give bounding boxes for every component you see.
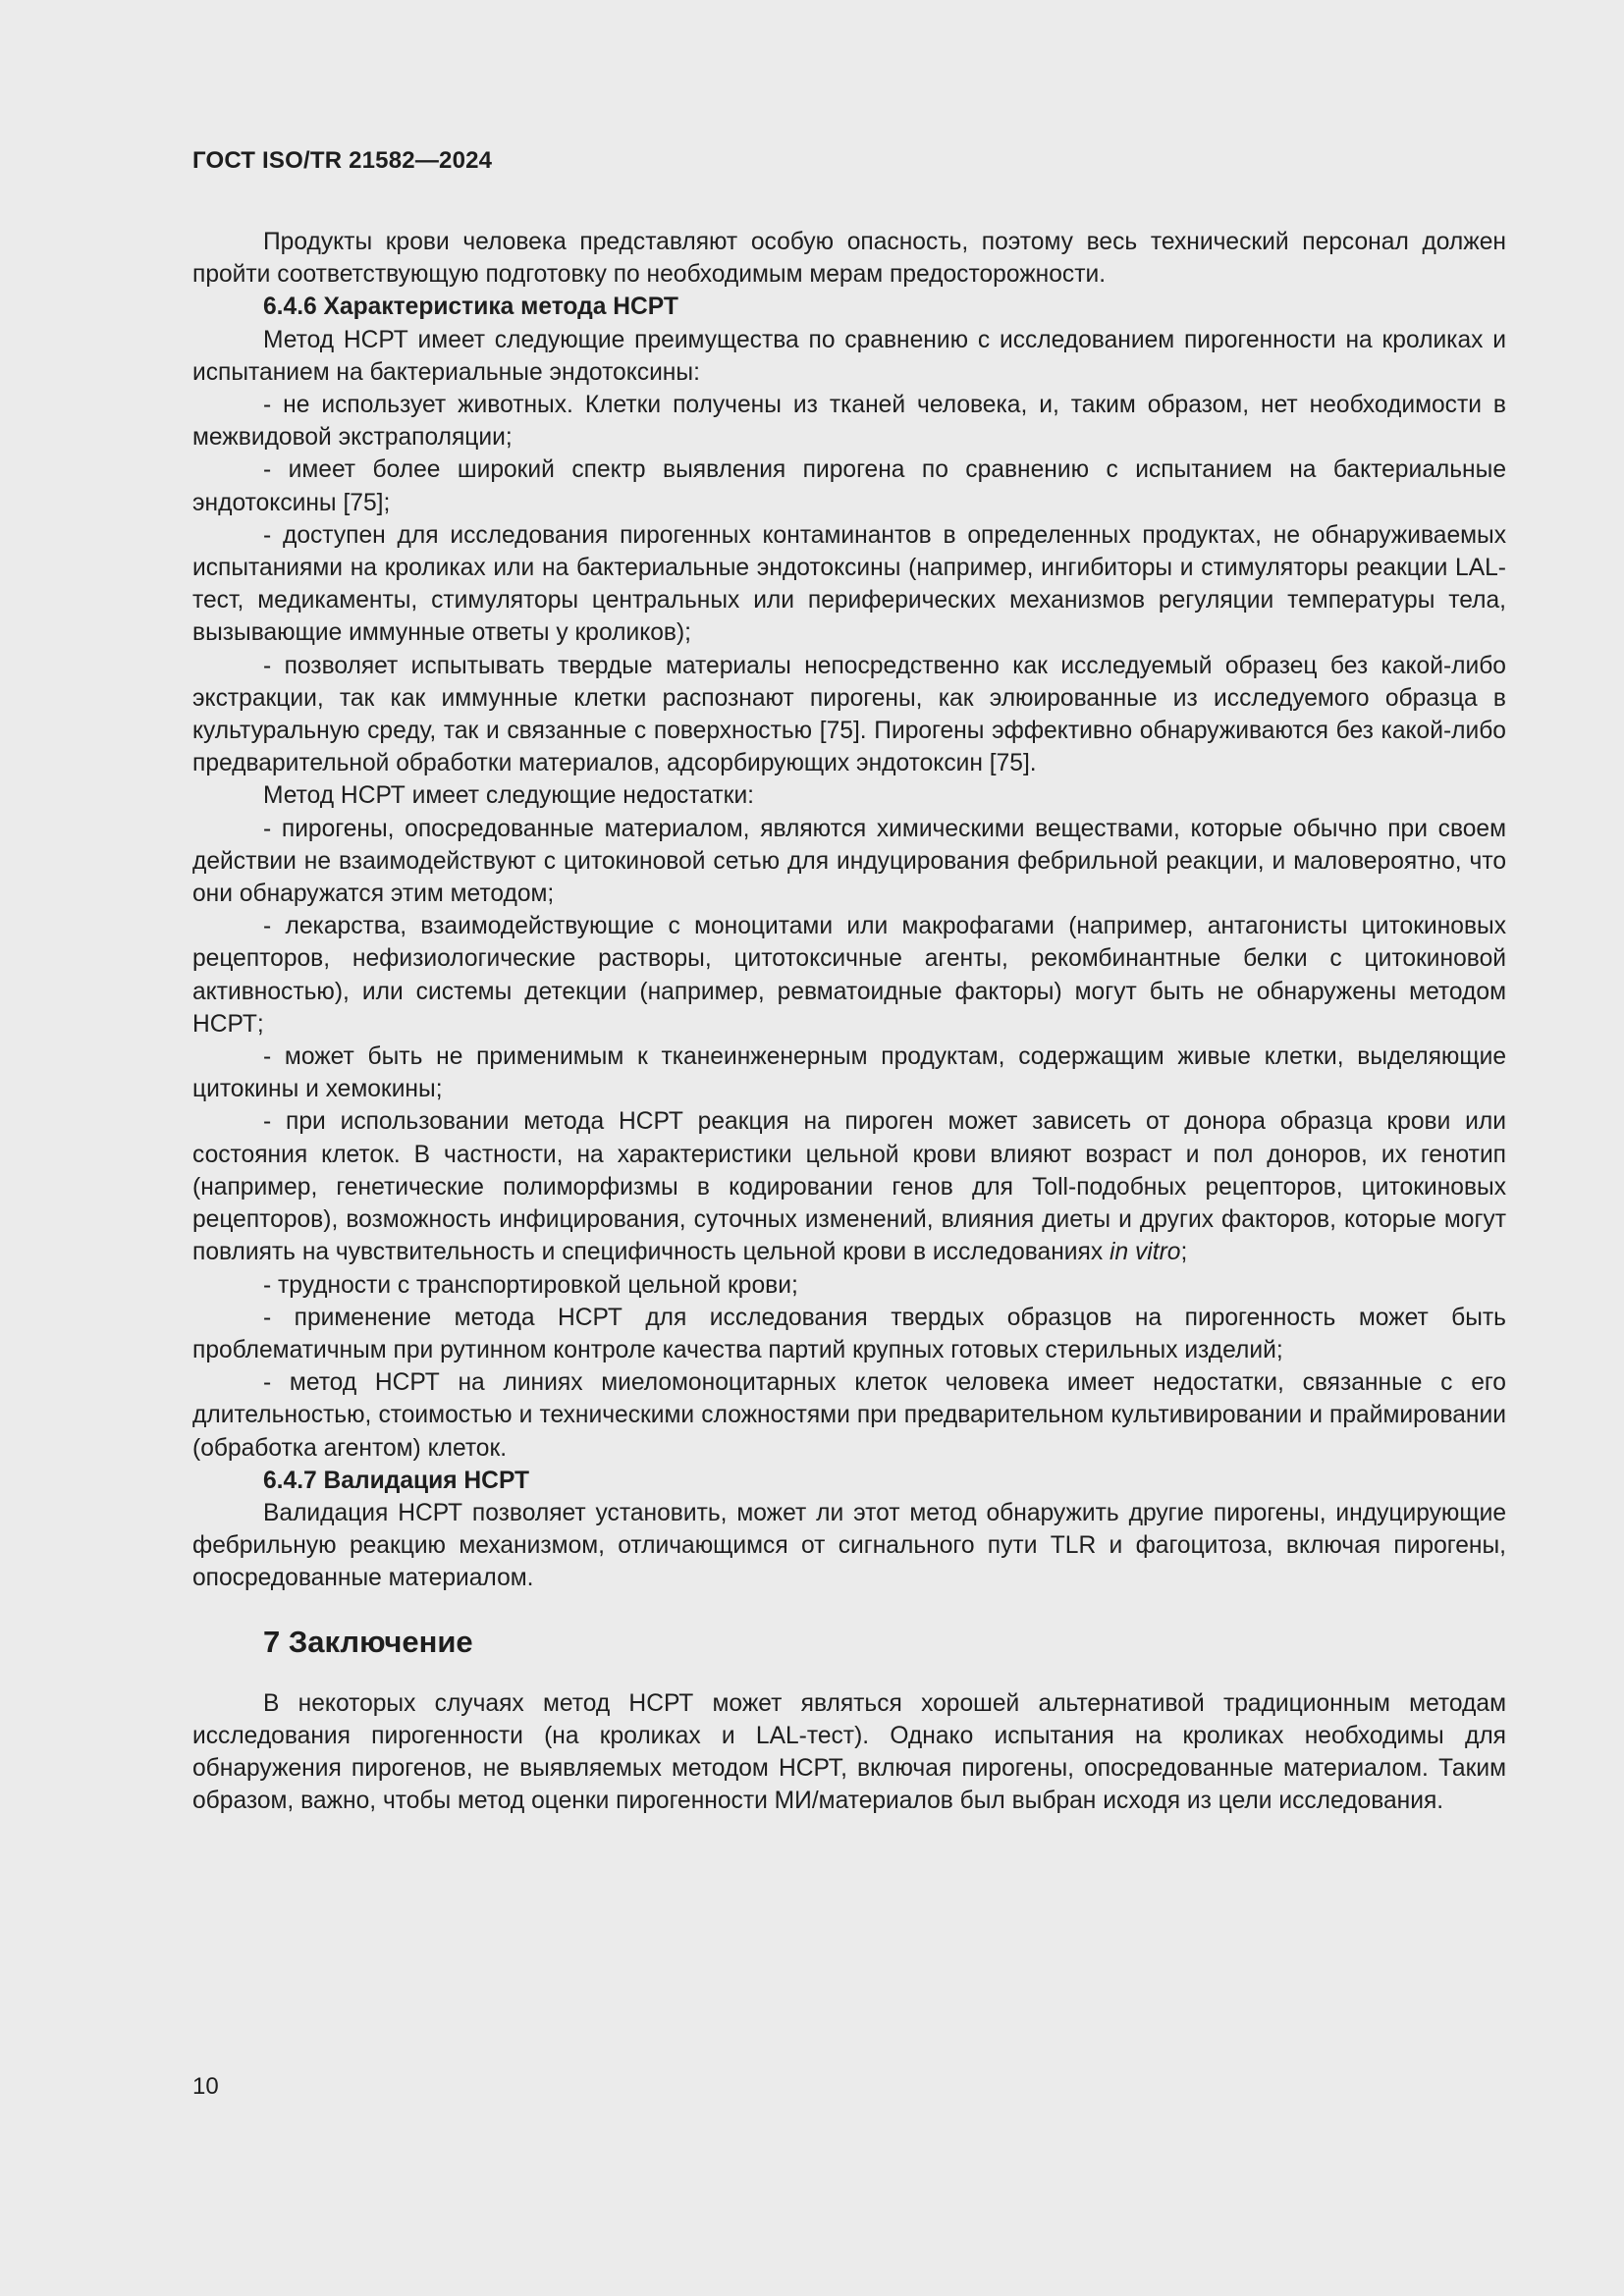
paragraph-advantages-intro: Метод НСРТ имеет следующие преимущества по сравнению с исследованием пирогенности на кроликах и испытанием на бактериальные эндотоксины: [192,326,1506,386]
disadvantage-4-end: ; [1180,1239,1188,1266]
list-item-disadvantage-4 [192,1105,1506,1268]
page-number: 10 [192,2073,219,2100]
list-item-advantage-3: - доступен для исследования пирогенных контаминантов в определенных продуктах, не обнаруживаемых испытаниями на кроликах или на бактериальные эндотоксины (например, ингибиторы и стимуляторы реакции LAL-тест, медикаменты, стимуляторы центральных или периферических механизмов регуляции температуры тела, вызывающие иммунные ответы у кроликов); [192,521,1506,647]
list-item-disadvantage-6: - применение метода НСРТ для исследования твердых образцов на пирогенность может быть проблематичным при рутинном контроле качества партий крупных готовых стерильных изделий; [192,1304,1506,1363]
paragraph-disadvantages-intro: Метод НСРТ имеет следующие недостатки: [263,782,755,810]
list-item-disadvantage-5: - трудности с транспортировкой цельной крови; [263,1271,798,1299]
list-item-disadvantage-1: - пирогены, опосредованные материалом, являются химическими веществами, которые обычно при своем действии не взаимодействуют с цитокиновой сетью для индуцирования фебрильной реакции, и маловероятно, что они обнаружатся этим методом; [192,815,1506,908]
disadvantage-4-text: - при использовании метода НСРТ реакция на пироген может зависеть от донора образца крови или состояния клеток. В частности, на характеристики цельной крови влияют возраст и пол доноров, их генотип (например, генетические полиморфизмы в кодировании генов для Toll-подобных рецепторов, цитокиновых рецепторов), возможность инфицирования, суточных изменений, влияния диеты и других факторов, которые могут повлиять на чувствительность и специфичность цельной крови в исследованиях [192,1108,1506,1266]
paragraph-conclusion: В некоторых случаях метод НСРТ может являться хорошей альтернативой традиционным методам исследования пирогенности (на кроликах и LAL-тест). Однако испытания на кроликах необходимы для обнаружения пирогенов, не выявляемых методом НСРТ, включая пирогены, опосредованные материалом. Таким образом, важно, чтобы метод оценки пирогенности МИ/материалов был выбран исходя из цели исследования. [192,1689,1506,1815]
subsection-heading-6-4-7: 6.4.7 Валидация НСРТ [263,1467,530,1494]
paragraph-intro: Продукты крови человека представляют особую опасность, поэтому весь технический персонал должен пройти соответствующую подготовку по необходимым мерам предосторожности. [192,229,1506,289]
list-item-advantage-1: - не использует животных. Клетки получены из тканей человека, и, таким образом, нет необходимости в межвидовой экстраполяции; [192,392,1506,452]
list-item-disadvantage-3: - может быть не применимым к тканеинженерным продуктам, содержащим живые клетки, выделяющие цитокины и хемокины; [192,1043,1506,1103]
section-heading-7: 7 Заключение [263,1624,473,1659]
list-item-disadvantage-2: - лекарства, взаимодействующие с моноцитами или макрофагами (например, антагонисты цитокиновых рецепторов, нефизиологические растворы, цитотоксичные агенты, рекомбинантные белки с цитокиновой активностью), или системы детекции (например, ревматоидные факторы) могут быть не обнаружены методом НСРТ; [192,913,1506,1038]
disadvantage-4-italic-term: in vitro [1110,1239,1181,1266]
document-body [192,226,1506,1817]
paragraph-validation: Валидация НСРТ позволяет установить, может ли этот метод обнаружить другие пирогены, индуцирующие фебрильную реакцию механизмом, отличающимся от сигнального пути TLR и фагоцитоза, включая пирогены, опосредованные материалом. [192,1499,1506,1592]
list-item-disadvantage-7: - метод НСРТ на линиях миеломоноцитарных клеток человека имеет недостатки, связанные с его длительностью, стоимостью и техническими сложностями при предварительном культивировании и праймировании (обработка агентом) клеток. [192,1369,1506,1462]
list-item-advantage-2: - имеет более широкий спектр выявления пирогена по сравнению с испытанием на бактериальные эндотоксины [75]; [192,456,1506,516]
subsection-heading-6-4-6: 6.4.6 Характеристика метода НСРТ [263,294,678,321]
document-header: ГОСТ ISO/TR 21582—2024 [192,147,493,174]
list-item-advantage-4: - позволяет испытывать твердые материалы непосредственно как исследуемый образец без какой-либо экстракции, так как иммунные клетки распознают пирогены, как элюированные из исследуемого образца в культуральную среду, так и связанные с поверхностью [75]. Пирогены эффективно обнаруживаются без какой-либо предварительной обработки материалов, адсорбирующих эндотоксин [75]. [192,652,1506,777]
